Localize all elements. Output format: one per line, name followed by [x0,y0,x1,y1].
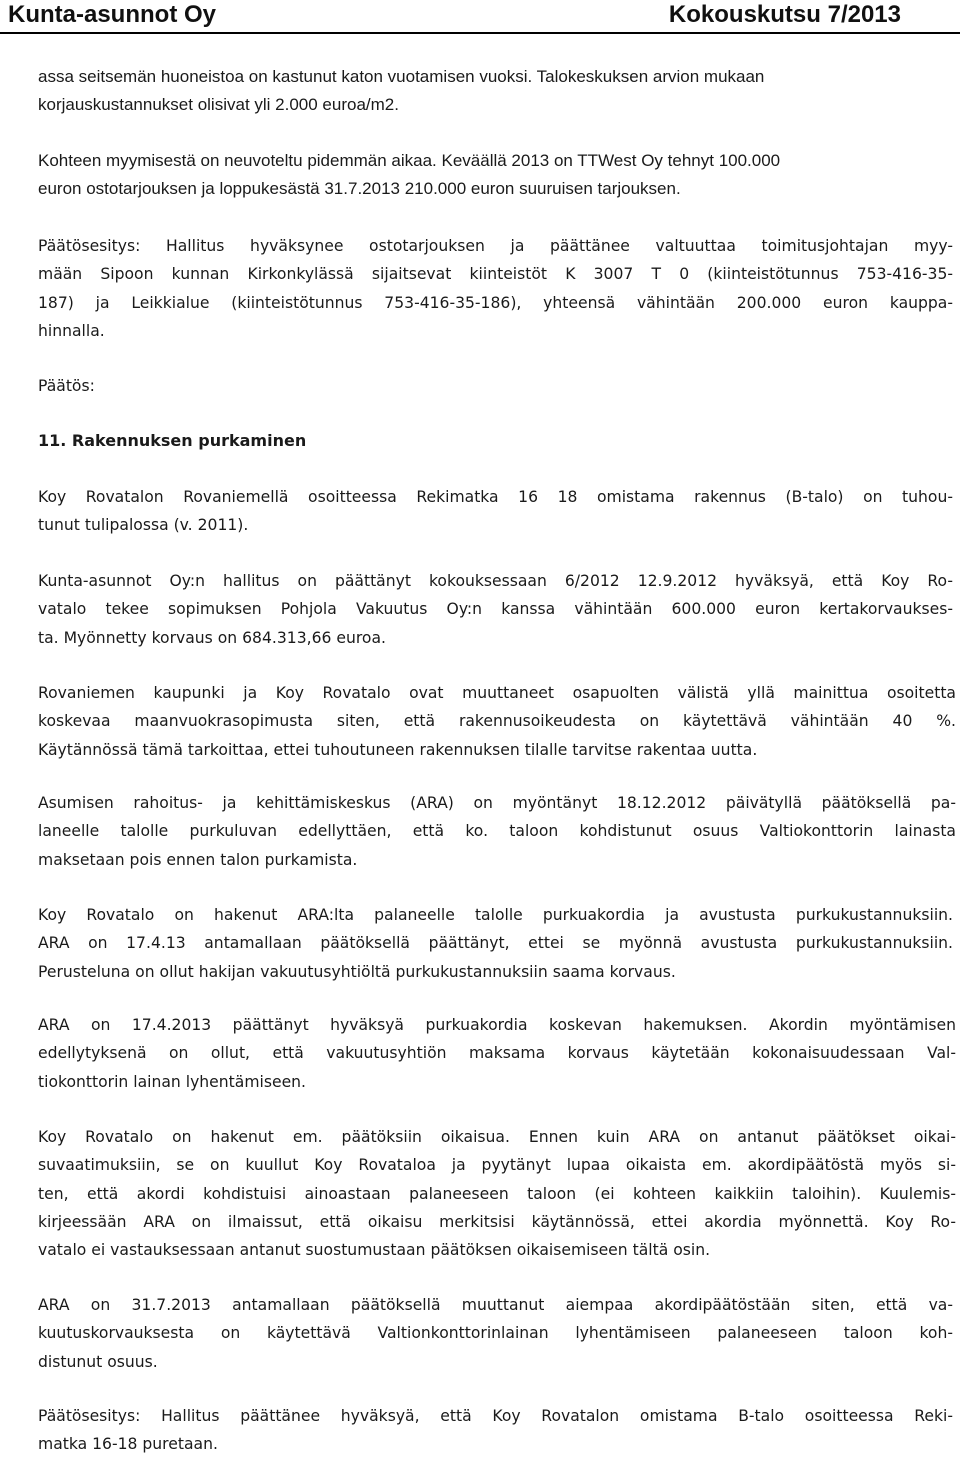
paragraph-decision-proposal-sale [38,232,953,345]
text-line: assa seitsemän huoneistoa on kastunut katon vuotamisen vuoksi. Talokeskuksen arvion mukaan [38,67,765,86]
text-line: mään Sipoon kunnan Kirkonkylässä sijaitsevat kiinteistöt K 3007 T 0 (kiinteistötunnus 753-416-35- [38,265,953,284]
text-line: Rovaniemen kaupunki ja Koy Rovatalo ovat muuttaneet osapuolten välistä yllä mainittua osoitetta [38,684,956,702]
text-line: Koy Rovatalo on hakenut em. päätöksiin oikaisua. Ennen kuin ARA on antanut päätökset oikai- [38,1128,956,1146]
paragraph-ara-permit [38,789,956,874]
text-line: euron ostotarjouksen ja loppukesästä 31.7.2013 210.000 euron suuruisen tarjouksen. [38,179,681,199]
text-line: laneelle talolle purkuluvan edellyttäen, että ko. taloon kohdistunut osuus Valtiokonttorin lainasta [38,822,956,841]
text-line: Koy Rovatalo on hakenut ARA:lta palaneelle talolle purkuakordia ja avustusta purkukustannuksiin. [38,906,953,924]
text-line: suvaatimuksiin, se on kuullut Koy Rovataloa ja pyytänyt lupaa oikaista em. akordipäätöstä myös si- [38,1156,956,1175]
text-line: Asumisen rahoitus- ja kehittämiskeskus (ARA) on myöntänyt 18.12.2012 päivätyllä päätöksellä pa- [38,794,956,812]
text-line: ta. Myönnetty korvaus on 684.313,66 euroa. [38,628,386,647]
organization-name: Kunta-asunnot Oy [8,1,216,28]
text-line: distunut osuus. [38,1352,158,1371]
text-line: vatalo ei vastauksessaan antanut suostumustaan päätöksen oikaisemiseen tältä osin. [38,1241,711,1260]
text-line: kuutuskorvauksesta on käytettävä Valtionkonttorinlainan lyhentämiseen palaneeseen taloon koh- [38,1324,953,1343]
paragraph-correction-request [38,1123,956,1264]
text-line: Koy Rovatalon Rovaniemellä osoitteessa Rekimatka 16 18 omistama rakennus (B-talo) on tuhou- [38,488,953,506]
section-heading: 11. Rakennuksen purkaminen [38,431,307,450]
text-line: Käytännössä tämä tarkoittaa, ettei tuhoutuneen rakennuksen tilalle tarvitse rakentaa uutta. [38,740,758,759]
paragraph-board-decision [38,567,953,652]
paragraph-accord-amended [38,1291,953,1376]
paragraph-building-destroyed [38,483,953,540]
page-header [0,0,960,36]
text-line: vatalo tekee sopimuksen Pohjola Vakuutus Oy:n kanssa vähintään 600.000 euron kertakorvaukses- [38,600,953,619]
text-line: korjauskustannukset olisivat yli 2.000 euroa/m2. [38,95,399,115]
text-line: 187) ja Leikkialue (kiinteistötunnus 753-416-35-186), yhteensä vähintään 200.000 euron kauppa- [38,293,953,312]
text-line: tiokonttorin lainan lyhentämiseen. [38,1072,307,1091]
text-line: ARA on 17.4.2013 päättänyt hyväksyä purkuakordia koskevan hakemuksen. Akordin myöntämisen [38,1016,956,1034]
text-line: Kunta-asunnot Oy:n hallitus on päättänyt kokouksessaan 6/2012 12.9.2012 hyväksyä, että Koy Ro- [38,572,953,590]
paragraph-decision-proposal-demolition [38,1402,953,1459]
text-line: Päätösesitys: Hallitus hyväksynee ostotarjouksen ja päättänee valtuuttaa toimitusjohtajan myy- [38,237,953,255]
paragraph-land-lease [38,679,956,764]
text-line: matka 16-18 puretaan. [38,1435,218,1454]
decision-label [38,372,958,400]
text-line: Päätös: [38,377,95,395]
paragraph-accord-approved [38,1011,956,1096]
text-line: hinnalla. [38,321,105,340]
header-divider [0,32,960,34]
paragraph-continuation [38,63,958,120]
text-line: Kohteen myymisestä on neuvoteltu pidemmän aikaa. Keväällä 2013 on TTWest Oy tehnyt 100.000 [38,151,781,170]
text-line: koskevaa maanvuokrasopimusta siten, että rakennusoikeudesta on käytettävä vähintään 40 %. [38,712,956,731]
text-line: edellytyksenä on ollut, että vakuutusyhtiön maksama korvaus käytetään kokonaisuudessaan Val- [38,1044,956,1063]
text-line: kirjeessään ARA on ilmaissut, että oikaisu merkitsisi käytännössä, ettei akordia myönnettä. Koy Ro- [38,1212,956,1231]
text-line: Päätösesitys: Hallitus päättänee hyväksyä, että Koy Rovatalon omistama B-talo osoitteessa Reki- [38,1407,953,1425]
text-line: maksetaan pois ennen talon purkamista. [38,850,358,869]
paragraph-sale-negotiation [38,147,958,204]
text-line: ten, että akordi kohdistuisi ainoastaan palaneeseen taloon (ei kohteen kaikkiin taloihin). Kuulemis- [38,1184,956,1203]
paragraph-demolition-grant [38,901,953,986]
text-line: ARA on 17.4.13 antamallaan päätöksellä päättänyt, ettei se myönnä avustusta purkukustannuksiin. [38,934,953,953]
document-title: Kokouskutsu 7/2013 [668,1,901,28]
text-line: tunut tulipalossa (v. 2011). [38,516,249,535]
text-line: Perusteluna on ollut hakijan vakuutusyhtiöltä purkukustannuksiin saama korvaus. [38,962,676,981]
text-line: ARA on 31.7.2013 antamallaan päätöksellä muuttanut aiempaa akordipäätöstään siten, että va- [38,1296,953,1314]
